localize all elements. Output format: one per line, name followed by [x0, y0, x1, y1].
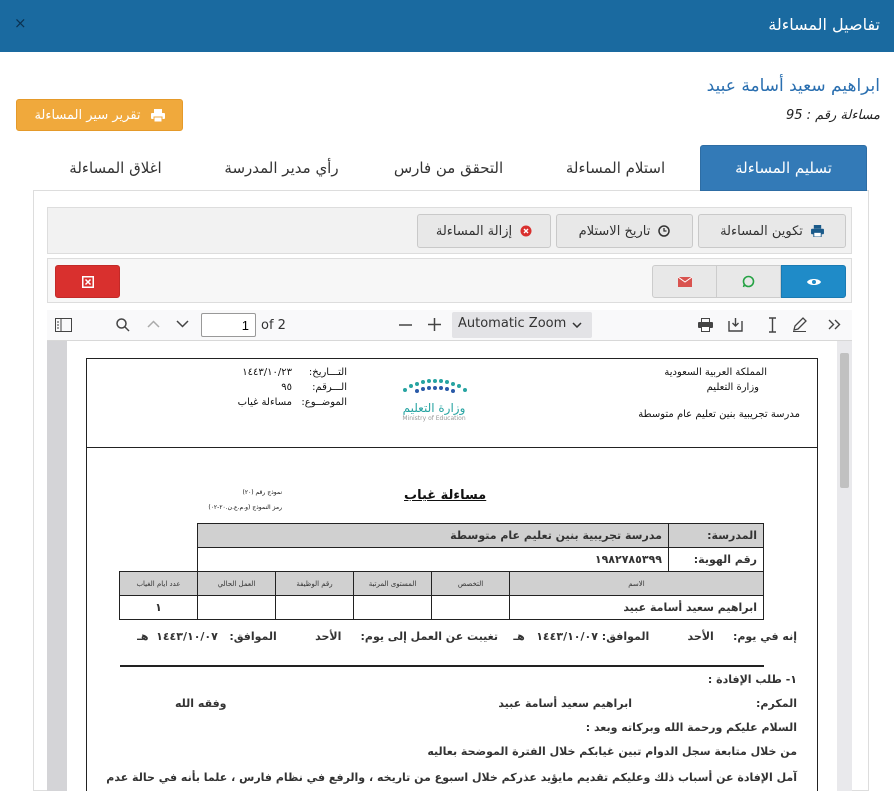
tab-close-accountability[interactable]	[33, 145, 198, 191]
school-line: مدرسة تجريبية بنين تعليم عام متوسطة	[638, 409, 800, 420]
compose-label: تكوين المساءلة	[720, 223, 803, 239]
greeting: السلام عليكم ورحمة الله وبركاته وبعد :	[585, 721, 797, 734]
table-header-row	[120, 572, 764, 596]
close-square-icon	[82, 276, 94, 288]
divider	[86, 447, 818, 448]
email-button[interactable]	[652, 265, 717, 298]
number-value: 95	[785, 108, 803, 123]
envelope-icon	[678, 277, 692, 287]
col-job-number: رقم الوظيفة	[276, 572, 354, 596]
col-name: الاسم	[510, 572, 764, 596]
subject-label: الموضــوع:	[301, 397, 347, 408]
kingdom-text: المملكة العربية السعودية	[664, 367, 767, 378]
printer-icon	[811, 225, 824, 237]
letterhead-meta	[217, 365, 347, 410]
pdf-viewer[interactable]	[47, 341, 852, 791]
sidebar-toggle-icon[interactable]	[55, 318, 72, 332]
closing-blessing: وفقه الله	[175, 697, 227, 710]
section-heading: ١- طلب الإفادة :	[707, 673, 797, 686]
double-chevron-right-icon[interactable]	[828, 319, 841, 330]
date-value: ١٤٤٣/١٠/٢٣	[242, 367, 292, 378]
pdf-toolbar	[47, 310, 852, 341]
whatsapp-icon	[742, 275, 755, 288]
col-current-work: العمل الحالي	[198, 572, 276, 596]
print-icon[interactable]	[698, 318, 713, 332]
chevron-down-icon	[572, 322, 582, 328]
employee-table	[119, 523, 764, 620]
cell-job-number	[276, 596, 354, 620]
school-label: المدرسة:	[669, 524, 764, 548]
tab-deliver[interactable]	[700, 145, 867, 191]
zoom-in-icon[interactable]	[428, 318, 441, 331]
table-row	[120, 524, 764, 548]
form-code: رمز النموذج (و.م.ع.ن.٢٠-٠٢)	[208, 504, 282, 511]
zoom-value: Automatic Zoom	[458, 316, 567, 331]
eye-icon	[806, 277, 822, 287]
tab-verify-fares[interactable]	[366, 145, 531, 191]
honored-name: ابراهيم سعيد أسامة عبيد	[498, 697, 632, 710]
zoom-out-icon[interactable]	[399, 324, 412, 326]
col-specialty: التخصص	[432, 572, 510, 596]
form-number: نموذج رقم (٢٠)	[242, 489, 282, 496]
ministry-text: وزارة التعليم	[706, 382, 759, 393]
dialog-title: تفاصيل المساءلة	[768, 15, 880, 34]
zoom-select[interactable]	[452, 312, 592, 338]
printer-icon	[151, 109, 165, 122]
id-label: رقم الهوية:	[669, 548, 764, 572]
table-row	[120, 596, 764, 620]
close-button[interactable]	[55, 265, 120, 298]
receive-date-label: تاريخ الاستلام	[578, 223, 651, 239]
tab-label: تسليم المساءلة	[735, 159, 832, 177]
action-toolbar	[47, 207, 852, 254]
number-label: الـــرقم:	[312, 382, 347, 393]
pen-icon[interactable]	[792, 317, 807, 332]
document-title: مساءلة غياب	[404, 488, 487, 503]
pdf-page	[67, 341, 837, 791]
receive-date-button[interactable]	[556, 214, 693, 248]
tab-label: رأي مدير المدرسة	[224, 159, 339, 177]
share-toolbar	[47, 258, 852, 303]
table-row	[120, 548, 764, 572]
cell-specialty	[432, 596, 510, 620]
number-label: مساءلة رقم :	[806, 108, 880, 123]
number-value: ٩٥	[281, 382, 292, 393]
paragraph: آمل الإفادة عن أسباب ذلك وعليكم تقديم مايؤيد عذركم خلال اسبوع من تاريخه ، والرفع في نظام فارس ، علما بأنه في حالة عدم	[106, 771, 797, 784]
col-level: المستوى المرتبة	[354, 572, 432, 596]
remove-button[interactable]	[417, 214, 551, 248]
logo-arabic: وزارة التعليم	[402, 401, 466, 415]
close-icon[interactable]: ×	[14, 14, 27, 32]
cell-current-work	[198, 596, 276, 620]
scrollbar-thumb[interactable]	[840, 353, 849, 488]
chevron-up-icon[interactable]	[147, 320, 160, 328]
page-number-input[interactable]	[201, 313, 256, 337]
form-info	[157, 485, 282, 515]
date-label: التـــاريخ:	[308, 367, 347, 378]
remove-label: إزالة المساءلة	[435, 223, 513, 239]
report-button[interactable]	[16, 99, 183, 131]
page-total: of 2	[261, 318, 286, 333]
report-label: تقرير سير المساءلة	[34, 107, 141, 123]
ministry-logo-icon	[397, 376, 472, 398]
tab-bar	[33, 145, 869, 191]
clock-icon	[658, 225, 670, 237]
cell-level	[354, 596, 432, 620]
ministry-logo	[389, 376, 479, 422]
tab-principal-opinion[interactable]	[199, 145, 364, 191]
whatsapp-button[interactable]	[716, 265, 781, 298]
view-button[interactable]	[781, 265, 846, 298]
letterhead-right	[664, 365, 767, 395]
id-value: ١٩٨٢٧٨٥٣٩٩	[198, 548, 669, 572]
cell-name: ابراهيم سعيد أسامة عبيد	[510, 596, 764, 620]
scrollbar[interactable]	[837, 341, 852, 791]
logo-english: Ministry of Education	[402, 415, 466, 422]
chevron-down-icon[interactable]	[176, 320, 189, 328]
tab-receive[interactable]	[533, 145, 698, 191]
tab-label: استلام المساءلة	[565, 159, 666, 177]
col-absence-days: عدد ايام الغياب	[120, 572, 198, 596]
accountability-number	[786, 108, 880, 123]
divider	[817, 448, 818, 791]
subject-value: مساءلة غياب	[237, 397, 292, 408]
text-cursor-icon[interactable]	[768, 317, 777, 333]
remove-circle-icon	[520, 225, 532, 237]
absence-line: إنه في يوم: الأحد الموافق: ١٤٤٣/١٠/٠٧ هـ تغيبت عن العمل إلى يوم: الأحد الموافق: ١٤٤٣/١٠/٠٧ هـ	[137, 630, 797, 643]
person-name: ابراهيم سعيد أسامة عبيد	[706, 76, 880, 96]
honored-label: المكرم:	[756, 697, 797, 710]
cell-absence-days: ١	[120, 596, 198, 620]
divider	[120, 665, 764, 667]
tab-label: التحقق من فارس	[393, 159, 504, 177]
download-icon[interactable]	[728, 317, 743, 332]
school-value: مدرسة تجريبية بنين تعليم عام متوسطة	[198, 524, 669, 548]
tab-label: اغلاق المساءلة	[69, 159, 162, 177]
search-icon[interactable]	[116, 318, 130, 332]
compose-button[interactable]	[698, 214, 846, 248]
dialog-titlebar	[0, 0, 894, 52]
divider	[86, 448, 87, 791]
paragraph: من خلال متابعة سجل الدوام تبين غيابكم خلال الفترة الموضحة بعاليه	[427, 745, 797, 758]
